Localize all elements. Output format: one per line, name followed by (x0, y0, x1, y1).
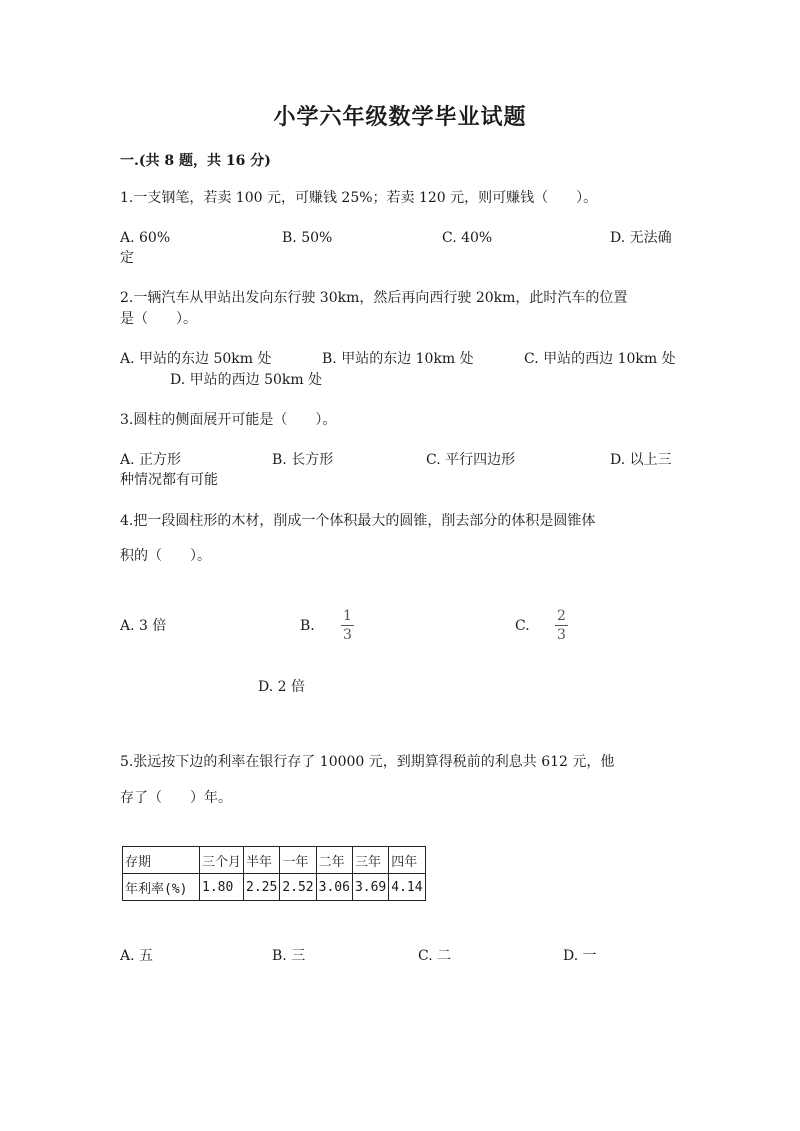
table-cell: 4.14 (389, 874, 425, 901)
question-1-option-c: C. 40% (442, 230, 493, 246)
question-5-option-d: D. 一 (563, 948, 597, 964)
question-4-option-c-label: C. (515, 618, 530, 634)
question-1-option-d-wrap: 定 (120, 250, 134, 266)
question-4-option-c-fraction (555, 609, 568, 642)
fraction-numerator: 1 (343, 608, 352, 624)
table-header-cell: 半年 (244, 847, 280, 874)
question-1-stem: 1.一支钢笔，若卖 100 元，可赚钱 25%；若卖 120 元，则可赚钱（ ）。 (120, 190, 598, 206)
question-4-stem-line-2: 积的（ ）。 (120, 548, 211, 564)
question-4-option-b-label: B. (300, 618, 315, 634)
fraction-numerator: 2 (557, 608, 566, 624)
table-header-cell: 三年 (352, 847, 388, 874)
question-2-option-b: B. 甲站的东边 10km 处 (322, 351, 474, 367)
table-header-cell: 三个月 (200, 847, 244, 874)
interest-rate-table (122, 846, 426, 901)
question-3-option-a: A. 正方形 (120, 452, 182, 468)
question-5-option-c: C. 二 (418, 948, 452, 964)
question-2-option-d: D. 甲站的西边 50km 处 (170, 372, 323, 388)
table-cell: 2.25 (244, 874, 280, 901)
fraction-denominator: 3 (343, 627, 352, 643)
fraction-denominator: 3 (557, 627, 566, 643)
question-2-option-a: A. 甲站的东边 50km 处 (120, 351, 272, 367)
question-4-option-b-fraction (341, 609, 354, 642)
section-heading: 一.(共 8 题，共 16 分) (120, 153, 271, 169)
table-cell: 1.80 (200, 874, 244, 901)
table-cell: 年利率(%) (123, 874, 200, 901)
question-1-option-d: D. 无法确 (610, 230, 672, 246)
table-cell: 2.52 (280, 874, 316, 901)
question-2-option-c: C. 甲站的西边 10km 处 (524, 351, 676, 367)
table-cell: 3.69 (352, 874, 388, 901)
question-4-stem-line-1: 4.把一段圆柱形的木材，削成一个体积最大的圆锥，削去部分的体积是圆锥体 (120, 513, 596, 529)
question-5-stem-line-2: 存了（ ）年。 (120, 790, 232, 806)
question-3-stem: 3.圆柱的侧面展开可能是（ ）。 (120, 412, 337, 428)
question-4-option-d: D. 2 倍 (258, 679, 305, 695)
question-4-option-a: A. 3 倍 (120, 618, 167, 634)
table-header-row (123, 847, 426, 874)
table-header-cell: 一年 (280, 847, 316, 874)
table-cell: 3.06 (316, 874, 352, 901)
table-header-cell: 存期 (123, 847, 200, 874)
question-1-option-a: A. 60% (120, 230, 171, 246)
question-5-option-a: A. 五 (120, 948, 154, 964)
question-5-stem-line-1: 5.张远按下边的利率在银行存了 10000 元，到期算得税前的利息共 612 元，他 (120, 754, 615, 770)
table-header-cell: 二年 (316, 847, 352, 874)
fraction-bar (341, 625, 354, 626)
question-3-option-d-wrap: 种情况都有可能 (120, 472, 218, 488)
question-2-stem-line-1: 2.一辆汽车从甲站出发向东行驶 30km，然后再向西行驶 20km，此时汽车的位置 (120, 290, 628, 306)
page-title: 小学六年级数学毕业试题 (273, 104, 527, 130)
table-header-cell: 四年 (389, 847, 425, 874)
fraction-bar (555, 625, 568, 626)
question-3-option-d: D. 以上三 (610, 452, 672, 468)
question-2-stem-line-2: 是（ ）。 (120, 311, 197, 327)
question-3-option-c: C. 平行四边形 (426, 452, 516, 468)
table-row (123, 874, 426, 901)
question-5-option-b: B. 三 (272, 948, 306, 964)
question-1-option-b: B. 50% (282, 230, 333, 246)
question-3-option-b: B. 长方形 (272, 452, 334, 468)
